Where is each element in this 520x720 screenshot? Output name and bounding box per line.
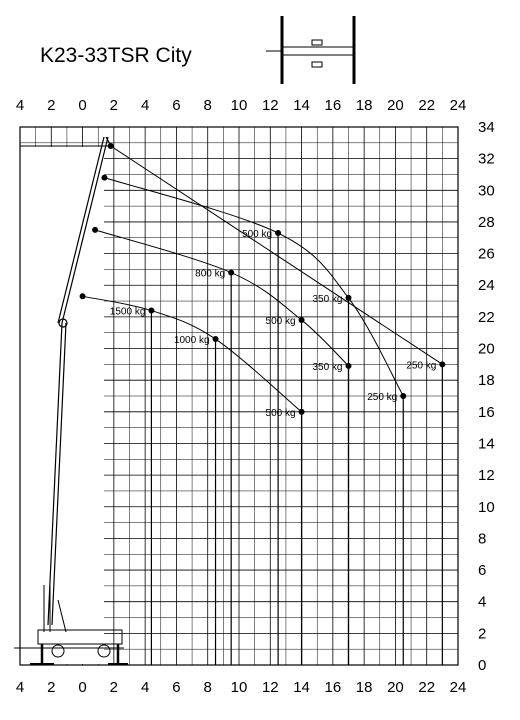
y-tick-label: 2 xyxy=(478,625,487,643)
curve-start-point xyxy=(92,227,98,233)
y-tick-label: 4 xyxy=(478,593,487,611)
load-curve xyxy=(111,146,443,364)
load-point xyxy=(148,308,154,314)
top-view-chassis xyxy=(282,47,354,55)
load-label: 500 kg xyxy=(265,407,296,419)
x-axis-bottom xyxy=(16,679,467,696)
y-tick-label: 18 xyxy=(478,372,495,390)
y-tick-label: 24 xyxy=(478,277,495,295)
load-point xyxy=(346,363,352,369)
load-point xyxy=(346,295,352,301)
x-tick-label-top: 6 xyxy=(172,97,181,114)
drop-lines xyxy=(151,233,442,665)
y-tick-label: 6 xyxy=(478,562,487,580)
y-tick-label: 0 xyxy=(478,657,487,674)
x-tick-label-bottom: 22 xyxy=(418,679,436,696)
x-tick-label-bottom: 4 xyxy=(140,679,150,696)
load-point xyxy=(439,361,445,367)
load-curves xyxy=(83,146,443,412)
x-tick-label-bottom: 16 xyxy=(324,679,342,696)
x-tick-label-top: 4 xyxy=(140,97,150,114)
x-axis-top xyxy=(16,97,467,114)
load-label: 350 kg xyxy=(312,361,343,373)
top-view-counterweight xyxy=(312,62,322,67)
y-tick-label: 28 xyxy=(478,213,495,231)
load-label: 250 kg xyxy=(406,360,437,372)
x-tick-label-top: 2 xyxy=(47,97,56,114)
curve-start-point xyxy=(80,293,86,299)
top-view-slew xyxy=(312,40,322,45)
load-point xyxy=(228,270,234,276)
load-label: 1000 kg xyxy=(173,335,210,347)
x-tick-label-top: 14 xyxy=(293,97,310,114)
outrigger-top-view-icon xyxy=(266,16,354,84)
x-tick-label-top: 8 xyxy=(203,97,212,114)
y-tick-label: 12 xyxy=(478,467,495,485)
load-point xyxy=(299,317,305,323)
y-tick-label: 26 xyxy=(478,245,495,263)
y-tick-label: 16 xyxy=(478,403,495,421)
x-tick-label-bottom: 24 xyxy=(449,679,467,696)
x-tick-label-top: 18 xyxy=(355,97,373,114)
load-point xyxy=(213,336,219,342)
y-axis-right xyxy=(478,119,495,674)
x-tick-label-top: 22 xyxy=(418,97,436,114)
load-label: 500 kg xyxy=(265,316,296,328)
y-tick-label: 32 xyxy=(478,150,495,168)
load-label: 250 kg xyxy=(367,392,398,403)
load-curve xyxy=(104,178,403,396)
curve-start-point xyxy=(101,175,107,181)
x-tick-label-bottom: 2 xyxy=(109,679,119,696)
x-tick-label-bottom: 18 xyxy=(355,679,373,696)
x-tick-label-bottom: 0 xyxy=(78,679,87,696)
load-point xyxy=(275,230,281,236)
load-label: 500 kg xyxy=(242,229,273,241)
x-tick-label-top: 16 xyxy=(324,97,342,114)
y-tick-label: 20 xyxy=(478,340,495,358)
x-tick-label-bottom: 12 xyxy=(261,679,279,696)
x-tick-label-bottom: 8 xyxy=(203,679,212,696)
load-label: 350 kg xyxy=(312,293,343,305)
x-tick-label-bottom: 10 xyxy=(230,679,248,696)
x-tick-label-bottom: 2 xyxy=(47,679,56,696)
x-tick-label-top: 10 xyxy=(230,97,248,114)
load-point xyxy=(400,393,406,399)
x-tick-label-top: 20 xyxy=(387,97,404,114)
y-tick-label: 30 xyxy=(478,182,495,200)
x-tick-label-bottom: 6 xyxy=(172,679,181,696)
load-curve xyxy=(95,230,348,366)
load-point xyxy=(299,409,305,415)
x-tick-label-top: 4 xyxy=(15,97,25,114)
load-label: 1500 kg xyxy=(109,306,146,318)
y-tick-label: 14 xyxy=(478,435,495,453)
y-tick-label: 10 xyxy=(478,498,495,516)
x-tick-label-top: 24 xyxy=(449,97,467,114)
y-tick-label: 8 xyxy=(478,530,487,548)
y-tick-label: 22 xyxy=(478,308,495,326)
x-tick-label-bottom: 14 xyxy=(293,679,310,696)
x-tick-label-bottom: 20 xyxy=(387,679,404,696)
x-tick-label-top: 12 xyxy=(261,97,279,114)
load-label: 800 kg xyxy=(195,268,226,280)
x-tick-label-top: 2 xyxy=(109,97,119,114)
x-tick-label-top: 0 xyxy=(78,97,87,114)
y-tick-label: 34 xyxy=(478,119,495,136)
x-tick-label-bottom: 4 xyxy=(15,679,25,696)
chart-title: K23-33TSR City xyxy=(40,44,192,67)
